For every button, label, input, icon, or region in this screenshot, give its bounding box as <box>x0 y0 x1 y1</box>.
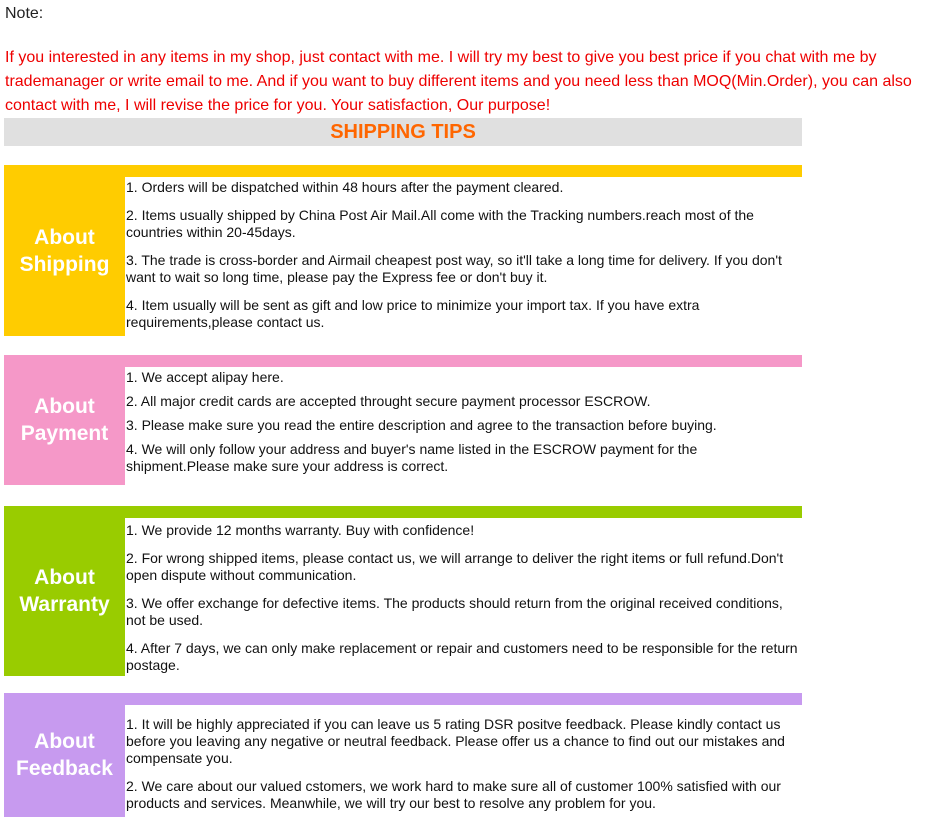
list-item: 1. We accept alipay here. <box>126 369 284 385</box>
about-payment-content <box>126 369 800 482</box>
label-line-2: Warranty <box>19 593 110 616</box>
list-item: 2. All major credit cards are accepted throught secure payment processor ESCROW. <box>126 393 651 409</box>
list-item: 1. Orders will be dispatched within 48 hours after the payment cleared. <box>126 179 564 195</box>
list-item: 1. We provide 12 months warranty. Buy with confidence! <box>126 522 475 538</box>
about-payment-label <box>4 355 125 485</box>
label-line-1: About <box>34 730 95 753</box>
label-line-1: About <box>34 566 95 589</box>
about-feedback-section <box>4 693 802 817</box>
about-warranty-label <box>4 506 125 676</box>
list-item: 4. We will only follow your address and buyer's name listed in the ESCROW payment for the shipment.Please make sure your address is correct. <box>126 441 698 474</box>
list-item: 3. We offer exchange for defective items. The products should return from the original received conditions, not be used. <box>126 595 783 628</box>
about-warranty-section <box>4 506 802 676</box>
label-line-2: Payment <box>20 422 109 445</box>
list-item: 2. Items usually shipped by China Post Air Mail.All come with the Tracking numbers.reach most of the countries within 20-45days. <box>126 207 754 240</box>
note-text: If you interested in any items in my shop, just contact with me. I will try my best to give you best price if you chat with me by trademanager or write email to me. And if you want to buy different items and you need less than MOQ(Min.Order), you can also contact with me, I will revise the price for you. Your satisfaction, Our purpose! <box>5 49 912 114</box>
about-shipping-section <box>4 165 802 336</box>
label-line-1: About <box>34 225 95 249</box>
about-warranty-content <box>126 522 800 674</box>
about-shipping-label <box>4 165 125 336</box>
about-payment-section <box>4 355 802 485</box>
list-item: 2. We care about our valued cstomers, we work hard to make sure all of customer 100% satisfied with our products and services. Meanwhile, we will try our best to resolve any problem for you. <box>126 778 781 811</box>
shipping-tips-heading: SHIPPING TIPS <box>4 118 802 146</box>
about-feedback-content <box>126 716 800 812</box>
list-item: 1. It will be highly appreciated if you can leave us 5 rating DSR positve feedback. Please kindly contact us before you leaving any negative or neutral feedback. Please offer us a chance to find out our mistakes and compensate you. <box>126 716 785 766</box>
list-item: 2. For wrong shipped items, please contact us, we will arrange to deliver the right items or full refund.Don't open dispute without communication. <box>126 550 784 583</box>
about-feedback-label <box>4 693 125 817</box>
about-shipping-content <box>126 179 800 331</box>
list-item: 4. After 7 days, we can only make replacement or repair and customers need to be responsible for the return postage. <box>126 640 798 673</box>
label-line-2: Feedback <box>16 757 113 780</box>
list-item: 4. Item usually will be sent as gift and low price to minimize your import tax. If you have extra requirements,please contact us. <box>126 297 700 330</box>
note-label: Note: <box>5 5 44 22</box>
list-item: 3. The trade is cross-border and Airmail cheapest post way, so it'll take a long time for delivery. If you don't want to wait so long time, please pay the Express fee or don't buy it. <box>126 252 782 285</box>
label-line-1: About <box>34 395 95 418</box>
list-item: 3. Please make sure you read the entire description and agree to the transaction before buying. <box>126 417 717 433</box>
label-line-2: Shipping <box>19 252 110 276</box>
